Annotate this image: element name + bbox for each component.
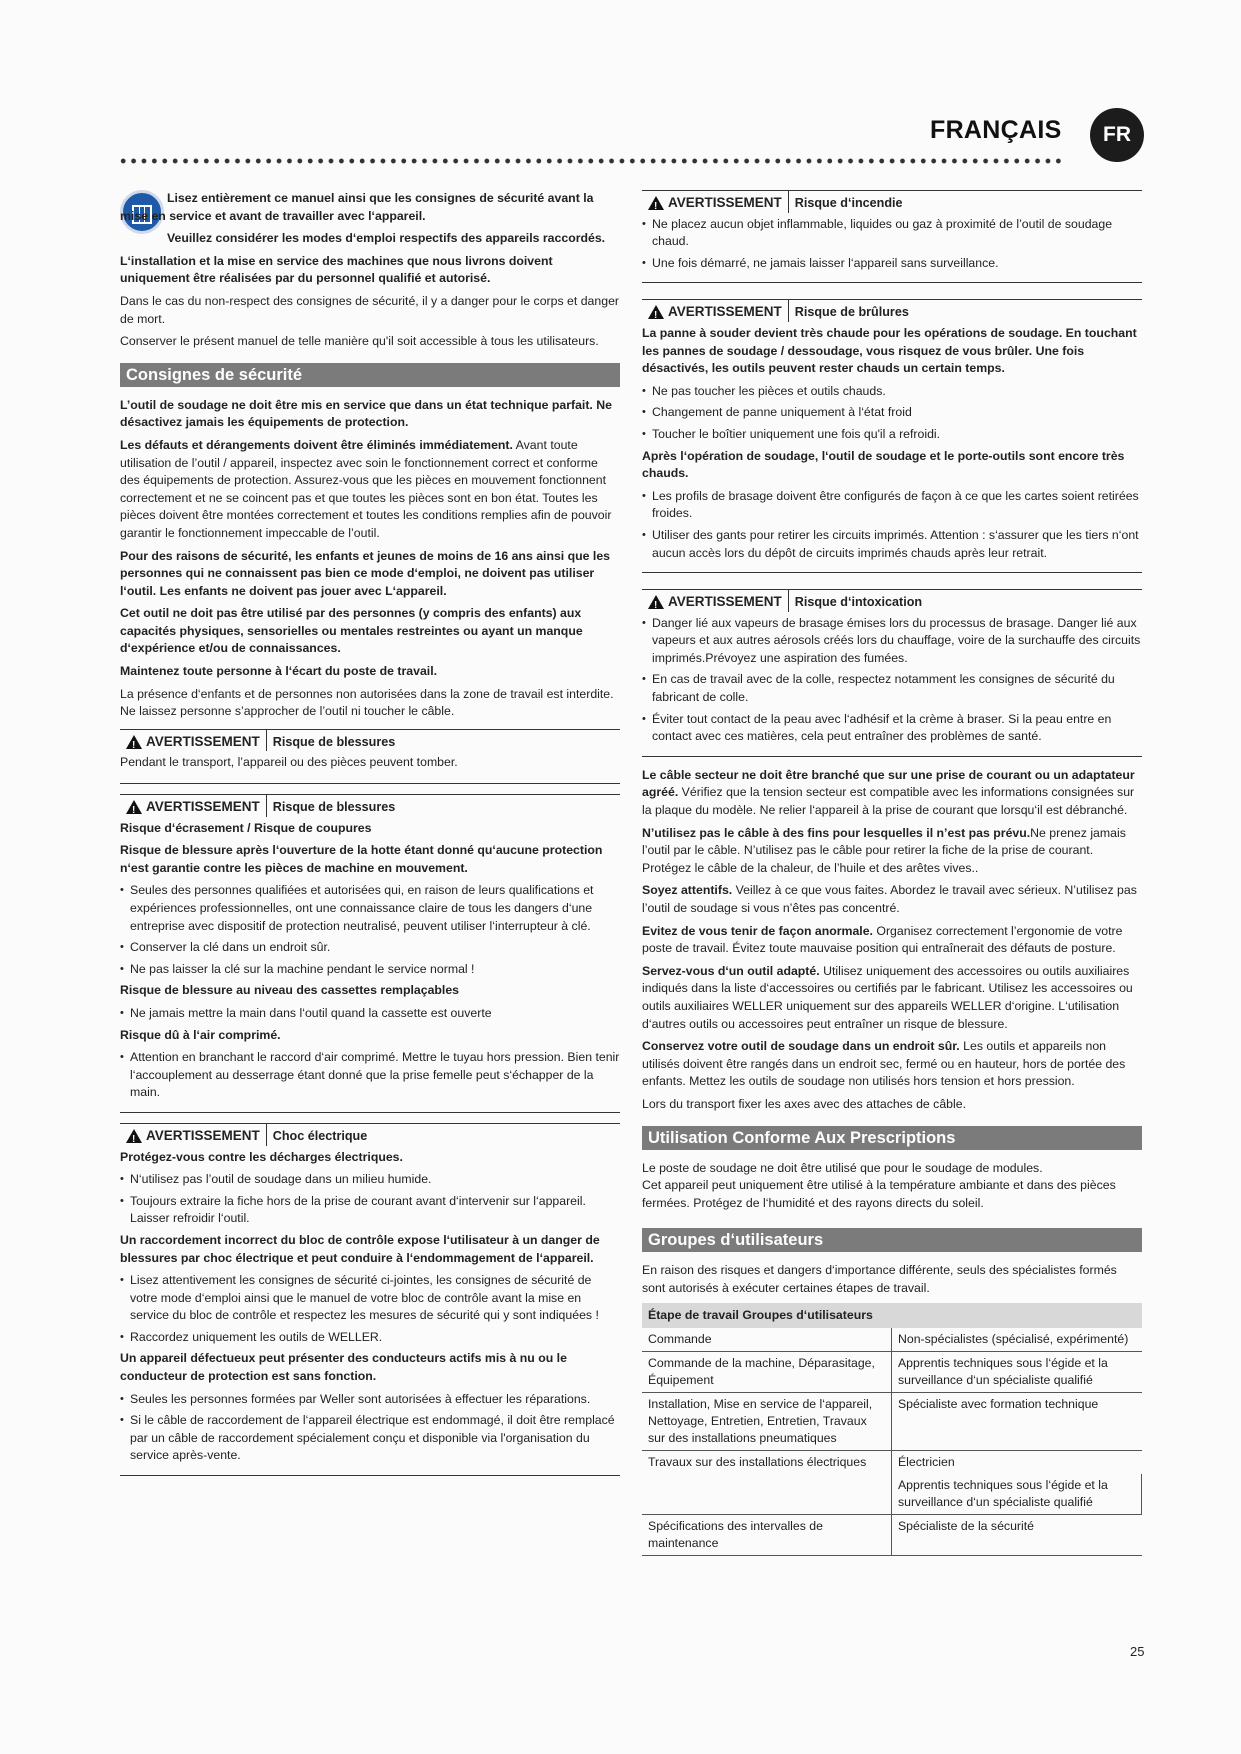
list-item: • Seules les personnes formées par Weller sont autorisées à effectuer les réparations. — [120, 1391, 620, 1409]
list-item: • Ne jamais mettre la main dans l‘outil quand la cassette est ouverte — [120, 1005, 620, 1023]
intro-connected-devices: Veuillez considérer les modes d‘emploi respectifs des appareils raccordés. — [167, 231, 606, 246]
warning-box-electric: ! AVERTISSEMENT Choc électrique Protégez-vous contre les décharges électriques. • N‘utilisez pas l’outil de soudage dans un milieu humide. • Toujours extraire la fiche hors de la prise de courant avant d‘intervenir sur l‘appareil. Laisser refroidir l‘outil. Un raccordement incorrect du bloc de contrôle expose l‘utilisateur à un danger de blessures par choc électrique et peut conduire à l‘endommagement de l‘appareil. • Lisez attentivement les consignes de sécurité ci-jointes, les consignes de sécurité de votre mode d‘emploi ainsi que le manuel de votre bloc de contrôle avant la mise en service du bloc de contrôle et respectez les mesures de sécurité qui y sont indiquées ! • Raccordez uniquement les outils de WELLER. Un appareil défectueux peut présenter des conducteurs actifs mis à nu ou le conducteur de protection est sans fonction. • Seules les personnes formées par Weller sont autorisées à effectuer les réparations. • Si le câble de raccordement de l‘appareil électrique est endommagé, il doit être remplacé par un câble de raccordement spécialement conçu et disponible via l'organisation du service après-vente. — [120, 1123, 620, 1476]
dotted-divider — [118, 156, 1063, 166]
safety-p5: Maintenez toute personne à l‘écart du poste de travail. — [120, 664, 438, 679]
list-item: • Si le câble de raccordement de l‘appareil électrique est endommagé, il doit être remplacé par un câble de raccordement spécialement conçu et disponible via l'organisation du service après-vente. — [120, 1412, 620, 1465]
list-item: • Conserver la clé dans un endroit sûr. — [120, 939, 620, 957]
table-row: Commande de la machine, Déparasitage, Équipement Apprentis techniques sous l‘égide et la surveillance d‘un spécialiste qualifié — [642, 1351, 1142, 1392]
list-item: • N‘utilisez pas l’outil de soudage dans un milieu humide. — [120, 1171, 620, 1189]
table-row: Travaux sur des installations électriques Électricien — [642, 1450, 1142, 1474]
groups-intro: En raison des risques et dangers d‘importance différente, seuls des spécialistes formés sont autorisés à exécuter certaines étapes de travail. — [642, 1263, 1117, 1295]
general-p1: Le câble secteur ne doit être branché que sur une prise de courant ou un adaptateur agréé. Vérifiez que la tension secteur est compatible avec les informations consignées sur la plaque du modèle. Ne relier l‘appareil à la prise de courant que lorsqu‘il est débranché. — [642, 767, 1135, 818]
general-p6: Conservez votre outil de soudage dans un endroit sûr. Les outils et appareils non utilisés doivent être rangés dans un endroit sec, fermé ou en hauteur, hors de portée des enfants. Mettez les outils de soudage non utilisés hors tension et hors pression. — [642, 1039, 1126, 1089]
warning-triangle-icon — [126, 1129, 142, 1143]
safety-p6: La présence d‘enfants et de personnes non autorisées dans la zone de travail est interdite. Ne laissez personne s’approcher de l’outil ni toucher le câble. — [120, 686, 614, 719]
list-item: • Changement de panne uniquement à l‘état froid — [642, 404, 1142, 422]
warning-triangle-icon — [126, 800, 142, 814]
user-groups-table — [642, 1303, 1142, 1556]
general-p2: N’utilisez pas le câble à des fins pour lesquelles il n’est pas prévu.Ne prenez jamais l’outil par le câble. N’utilisez pas le câble pour retirer la fiche de la prise de courant. Protégez le câble de la chaleur, de l’huile et des arêtes vives.. — [642, 825, 1126, 875]
section-safety-title: Consignes de sécurité — [120, 363, 620, 387]
warning-box-injury-1: ! AVERTISSEMENT Risque de blessures Pendant le transport, l’appareil ou des pièces peuvent tomber. — [120, 729, 620, 784]
list-item: • En cas de travail avec de la colle, respectez notamment les consignes de sécurité du fabricant de colle. — [642, 671, 1142, 706]
page-number: 25 — [1130, 1644, 1145, 1659]
usage-p1: Le poste de soudage ne doit être utilisé que pour le soudage de modules. — [642, 1160, 1043, 1175]
intro-danger: Dans le cas du non-respect des consignes de sécurité, il y a danger pour le corps et danger de mort. — [120, 293, 619, 326]
general-p5: Servez-vous d‘un outil adapté. Utilisez uniquement des accessoires ou outils auxiliaires indiqués dans la liste d‘accessoires ou certifiés par le fabricant. Utilisez les accessoires ou outils auxiliaires WELLER uniquement sur des appareils WELLER d‘origine. L‘utilisation d‘autres outils ou accessoires peut entraîner un risque de blessure. — [642, 963, 1133, 1031]
warning-box-intoxication: ! AVERTISSEMENT Risque d‘intoxication • Danger lié aux vapeurs de brasage émises lors du processus de brasage. Danger lié aux vapeurs et aux autres aérosols créés lors du chauffage, voire de la surchauffe des circuits imprimés.Prévoyez une aspiration des fumées. • En cas de travail avec de la colle, respectez notamment les consignes de sécurité du fabricant de colle. • Éviter tout contact de la peau avec l‘adhésif et la crème à braser. Si la peau entre en contact avec ces matières, cela peut entraîner des problèmes de santé. — [642, 589, 1142, 757]
table-header: Étape de travail Groupes d‘utilisateurs — [642, 1303, 1142, 1328]
list-item: • Toujours extraire la fiche hors de la prise de courant avant d‘intervenir sur l‘appareil. Laisser refroidir l‘outil. — [120, 1193, 620, 1228]
list-item: • Utiliser des gants pour retirer les circuits imprimés. Attention : s‘assurer que les tiers n‘ont aucun accès lors du dépôt de circuits imprimés chauds après leur retrait. — [642, 527, 1142, 562]
section-usage-title: Utilisation Conforme Aux Prescriptions — [642, 1126, 1142, 1150]
list-item: • Attention en branchant le raccord d‘air comprimé. Mettre le tuyau hors pression. Bien tenir l‘accouplement au desserrage étant donné que la prise femelle peut s‘échapper de la main. — [120, 1049, 620, 1102]
intro-keep-manual: Conserver le présent manuel de telle manière qu'il soit accessible à tous les utilisateurs. — [120, 334, 599, 349]
general-p3: Soyez attentifs. Veillez à ce que vous faites. Abordez le travail avec sérieux. N’utilisez pas l’outil de soudage si vous n’êtes pas concentré. — [642, 883, 1137, 915]
language-badge: FR — [1090, 108, 1144, 162]
list-item: • Ne pas toucher les pièces et outils chauds. — [642, 383, 1142, 401]
list-item: • Ne pas laisser la clé sur la machine pendant le service normal ! — [120, 961, 620, 979]
table-row: Installation, Mise en service de l‘appareil, Nettoyage, Entretien, Entretien, Travaux sur des installations pneumatiques Spécialiste avec formation technique — [642, 1392, 1142, 1450]
warning-triangle-icon — [648, 196, 664, 210]
warning-triangle-icon — [648, 305, 664, 319]
table-row: Commande Non-spécialistes (spécialisé, expérimenté) — [642, 1328, 1142, 1352]
safety-p4: Cet outil ne doit pas être utilisé par des personnes (y compris des enfants) aux capacités physiques, sensorielles ou mentales restreintes ou ayant un manque d‘expérience et/ou de connaissances. — [120, 606, 583, 656]
warning-box-fire: ! AVERTISSEMENT Risque d‘incendie • Ne placez aucun objet inflammable, liquides ou gaz à proximité de l’outil de soudage chaud. • Une fois démarré, ne jamais laisser l‘appareil sans surveillance. — [642, 190, 1142, 283]
warning-triangle-icon — [648, 595, 664, 609]
language-title: FRANÇAIS — [930, 116, 1062, 144]
list-item: • Ne placez aucun objet inflammable, liquides ou gaz à proximité de l’outil de soudage chaud. — [642, 216, 1142, 251]
intro-read-manual: Lisez entièrement ce manuel ainsi que les consignes de sécurité avant la mise en service et avant de travailler avec l‘appareil. — [120, 191, 594, 223]
safety-p1: L’outil de soudage ne doit être mis en service que dans un état technique parfait. Ne désactivez jamais les équipements de protection. — [120, 397, 612, 430]
safety-p2: Les défauts et dérangements doivent être éliminés immédiatement. Avant toute utilisation de l’outil / appareil, inspectez avec soin le fonctionnement correct et conforme des équipements de protection. Assurez-vous que les pièces en mouvement fonctionnent correctement et ne se coincent pas et que toutes les pièces sont en bon état. Toutes les pièces doivent être montées correctement et toutes les conditions remplies afin de pouvoir garantir le fonctionnement impeccable de l’outil. — [120, 437, 612, 540]
usage-p2: Cet appareil peut uniquement être utilisé à la température ambiante et dans des pièces fermées. Protégez de l‘humidité et des rayons directs du soleil. — [642, 1178, 1116, 1210]
list-item: • Une fois démarré, ne jamais laisser l‘appareil sans surveillance. — [642, 255, 1142, 273]
intro-installation: L‘installation et la mise en service des machines que nous livrons doivent uniquement être réalisées par du personnel qualifié et autorisé. — [120, 253, 553, 286]
list-item: • Lisez attentivement les consignes de sécurité ci-jointes, les consignes de sécurité de votre mode d‘emploi ainsi que le manuel de votre bloc de contrôle avant la mise en service du bloc de contrôle et respectez les mesures de sécurité qui y sont indiquées ! — [120, 1272, 620, 1325]
warning-box-burns: ! AVERTISSEMENT Risque de brûlures La panne à souder devient très chaude pour les opérations de soudage. En touchant les pannes de soudage / dessoudage, vous risquez de vous brûler. Une fois désactivés, les outils peuvent rester chauds un certain temps. • Ne pas toucher les pièces et outils chauds. • Changement de panne uniquement à l‘état froid • Toucher le boîtier uniquement une fois qu'il a refroidi. Après l‘opération de soudage, l‘outil de soudage et le porte-outils sont encore très chauds. • Les profils de brasage doivent être configurés de façon à ce que les cartes soient retirées froides. • Utiliser des gants pour retirer les circuits imprimés. Attention : s‘assurer que les tiers n‘ont aucun accès lors du dépôt de circuits imprimés chauds après leur retrait. — [642, 299, 1142, 573]
general-p7: Lors du transport fixer les axes avec des attaches de câble. — [642, 1096, 966, 1111]
list-item: • Éviter tout contact de la peau avec l‘adhésif et la crème à braser. Si la peau entre en contact avec ces matières, cela peut entraîner des problèmes de santé. — [642, 711, 1142, 746]
list-item: • Toucher le boîtier uniquement une fois qu'il a refroidi. — [642, 426, 1142, 444]
list-item: • Les profils de brasage doivent être configurés de façon à ce que les cartes soient retirées froides. — [642, 488, 1142, 523]
section-groups-title: Groupes d‘utilisateurs — [642, 1228, 1142, 1252]
table-row: Spécifications des intervalles de maintenance Spécialiste de la sécurité — [642, 1514, 1142, 1555]
table-row: Apprentis techniques sous l‘égide et la surveillance d‘un spécialiste qualifié — [642, 1474, 1142, 1515]
list-item: • Seules des personnes qualifiées et autorisées qui, en raison de leurs qualifications et expériences professionnelles, ont une connaissance claire de tous les dangers d‘une entreprise avec dispositif de protection neutralisé, peuvent utiliser l‘interrupteur à clé. — [120, 882, 620, 935]
list-item: • Raccordez uniquement les outils de WELLER. — [120, 1329, 620, 1347]
general-p4: Evitez de vous tenir de façon anormale. Organisez correctement l’ergonomie de votre poste de travail. Évitez toute mauvaise position qui entraînerait des défauts de posture. — [642, 923, 1123, 956]
warning-triangle-icon — [126, 735, 142, 749]
left-column — [120, 190, 620, 1486]
right-column — [642, 190, 1142, 1556]
warning-box-injury-2: ! AVERTISSEMENT Risque de blessures Risque d‘écrasement / Risque de coupures Risque de blessure après l‘ouverture de la hotte étant donné qu‘aucune protection n‘est garantie contre les pièces de machine en mouvement. • Seules des personnes qualifiées et autorisées qui, en raison de leurs qualifications et expériences professionnelles, ont une connaissance claire de tous les dangers d‘une entreprise avec dispositif de protection neutralisé, peuvent utiliser l‘interrupteur à clé. • Conserver la clé dans un endroit sûr. • Ne pas laisser la clé sur la machine pendant le service normal ! Risque de blessure au niveau des cassettes remplaçables • Ne jamais mettre la main dans l‘outil quand la cassette est ouverte Risque dû à l‘air comprimé. • Attention en branchant le raccord d‘air comprimé. Mettre le tuyau hors pression. Bien tenir l‘accouplement au desserrage étant donné que la prise femelle peut s‘échapper de la main. — [120, 794, 620, 1113]
list-item: • Danger lié aux vapeurs de brasage émises lors du processus de brasage. Danger lié aux vapeurs et aux autres aérosols créés lors du chauffage, voire de la surchauffe des circuits imprimés.Prévoyez une aspiration des fumées. — [642, 615, 1142, 668]
safety-p3: Pour des raisons de sécurité, les enfants et jeunes de moins de 16 ans ainsi que les personnes qui ne connaissent pas bien ce mode d‘emploi, ne doivent pas utiliser l‘outil. Les enfants ne doivent pas jouer avec L‘appareil. — [120, 548, 611, 598]
